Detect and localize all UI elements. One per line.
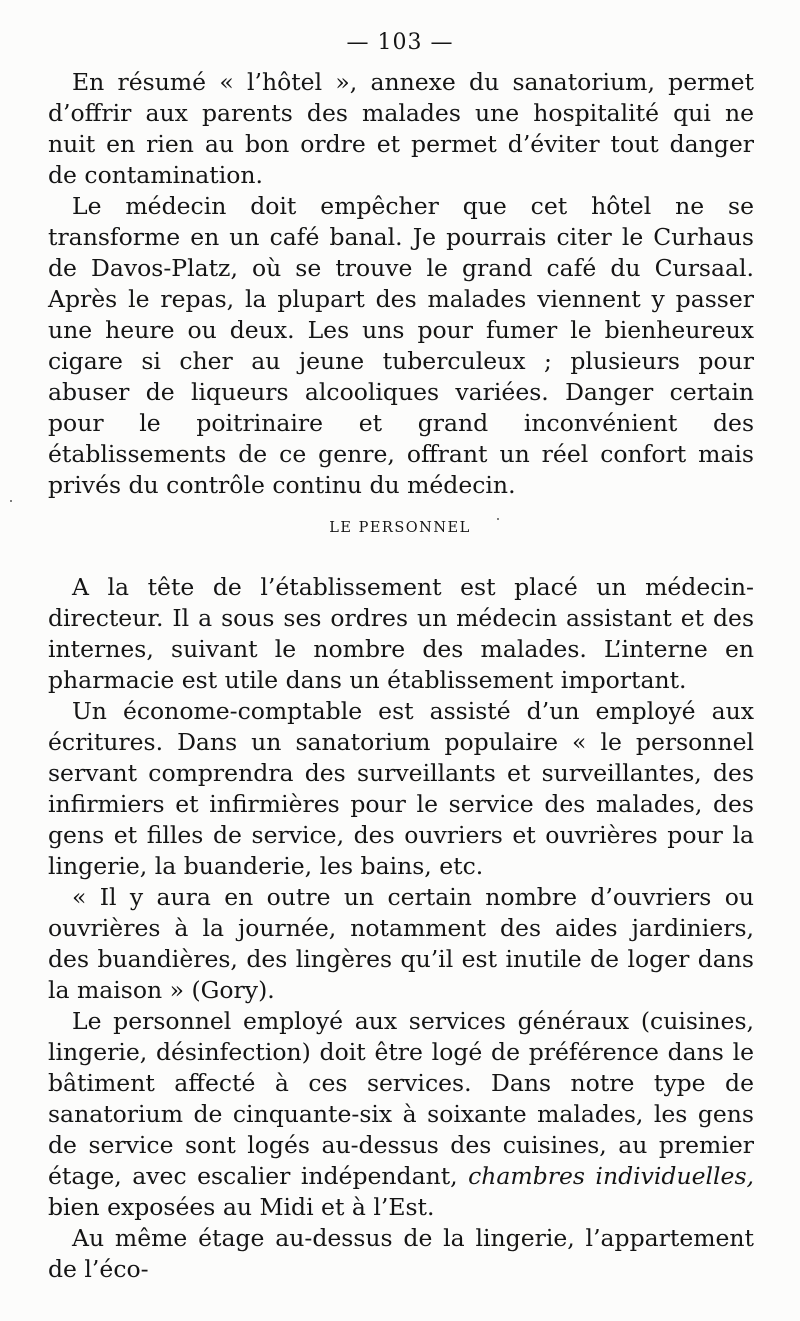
section-text-block — [48, 572, 754, 1285]
section-heading: LE PERSONNEL — [329, 520, 471, 536]
paragraph — [48, 1006, 754, 1223]
intro-text-block — [48, 67, 754, 501]
paragraph: Le médecin doit empêcher que cet hôtel ne se transforme en un café banal. Je pourrais citer le Curhaus de Davos-Platz, où se trouve le grand café du Cursaal. Après le repas, la plupart des malades viennent y passer une heure ou deux. Les uns pour fumer le bienheureux cigare si cher au jeune tuberculeux ; plusieurs pour abuser de liqueurs alcooliques variées. Danger certain pour le poitrinaire et grand inconvénient des établissements de ce genre, offrant un réel confort mais privés du contrôle continu du médecin. — [48, 192, 754, 499]
paragraph-text: bien exposées au Midi et à l’Est. — [48, 1193, 435, 1221]
print-speck — [10, 500, 12, 502]
paragraph: Au même étage au-dessus de la lingerie, l’appartement de l’éco- — [48, 1224, 754, 1283]
paragraph: « Il y aura en outre un certain nombre d’ouvriers ou ouvrières à la journée, notamment des aides jardiniers, des buandières, des lingères qu’il est inutile de loger dans la maison » (Gory). — [48, 883, 754, 1004]
italic-emphasis: chambres individuelles, — [468, 1162, 754, 1190]
paragraph: A la tête de l’établissement est placé un médecin-directeur. Il a sous ses ordres un médecin assistant et des internes, suivant le nombre des malades. L’interne en pharmacie est utile dans un établissement important. — [48, 573, 754, 694]
page-number: — 103 — — [346, 30, 454, 55]
paragraph-text: Le personnel employé aux services généraux (cuisines, lingerie, désinfection) doit être logé de préférence dans le bâtiment affecté à ces services. Dans notre type de sanatorium de cinquante-six à soixante malades, les gens de service sont logés au-dessus des cuisines, au premier étage, avec escalier indépendant, — [48, 1007, 754, 1190]
paragraph: Un économe-comptable est assisté d’un employé aux écritures. Dans un sanatorium populaire « le personnel servant comprendra des surveillants et surveillantes, des infirmiers et infirmières pour le service des malades, des gens et filles de service, des ouvriers et ouvrières pour la lingerie, la buanderie, les bains, etc. — [48, 697, 754, 880]
paragraph: En résumé « l’hôtel », annexe du sanatorium, permet d’offrir aux parents des malades une hospitalité qui ne nuit en rien au bon ordre et permet d’éviter tout danger de contamination. — [48, 68, 754, 189]
print-speck — [497, 518, 499, 520]
